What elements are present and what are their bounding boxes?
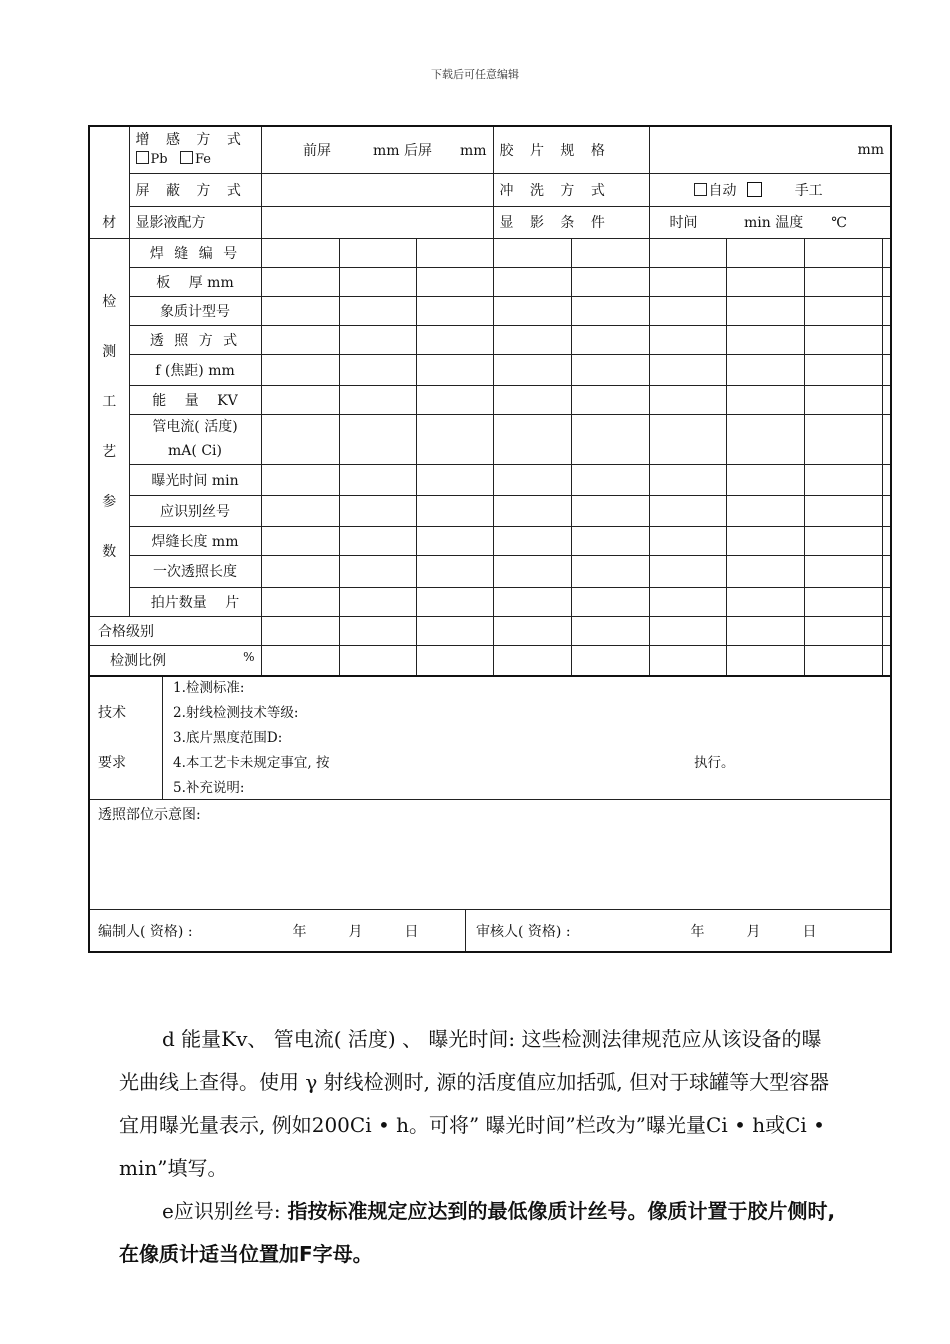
editor-date: 年 月 日 bbox=[292, 923, 419, 940]
exposure-cell[interactable] bbox=[493, 464, 571, 495]
iqi-type-cell[interactable] bbox=[804, 296, 882, 325]
ratio-value-cell[interactable] bbox=[649, 645, 726, 676]
film-count-cell[interactable] bbox=[649, 587, 726, 616]
shot-length-cell[interactable] bbox=[261, 555, 339, 587]
tech-requirements bbox=[89, 676, 891, 800]
row-label-weld-no: 焊 缝 编 号 bbox=[129, 238, 261, 267]
weld-length-cell[interactable] bbox=[339, 526, 416, 555]
row-label-technique: 透 照 方 式 bbox=[129, 325, 261, 354]
thickness-cell[interactable] bbox=[571, 267, 649, 296]
film-spec-label: 胶 片 规 格 bbox=[493, 126, 649, 173]
film-count-cell[interactable] bbox=[416, 587, 493, 616]
paragraph-wire-lead: e应识别丝号: bbox=[162, 1199, 281, 1223]
tech-item: 2.射线检测技术等级: bbox=[173, 704, 299, 721]
iqi-type-cell[interactable] bbox=[493, 296, 571, 325]
iqi-type-cell[interactable] bbox=[726, 296, 804, 325]
current-label-line2: mA( Ci) bbox=[168, 443, 222, 459]
weld-length-cell[interactable] bbox=[649, 526, 726, 555]
diagram-area[interactable] bbox=[89, 800, 891, 910]
energy-cell[interactable] bbox=[804, 385, 882, 414]
energy-cell[interactable] bbox=[571, 385, 649, 414]
weld-length-cell[interactable] bbox=[804, 526, 882, 555]
edge-cell bbox=[882, 645, 891, 676]
wash-value bbox=[649, 173, 891, 206]
wire-cell[interactable] bbox=[493, 495, 571, 526]
film-count-cell[interactable] bbox=[804, 587, 882, 616]
process-side-char: 测 bbox=[102, 344, 117, 360]
shot-length-cell[interactable] bbox=[571, 555, 649, 587]
energy-cell[interactable] bbox=[261, 385, 339, 414]
edge-cell bbox=[882, 354, 891, 385]
energy-cell[interactable] bbox=[726, 385, 804, 414]
intensify-cell bbox=[129, 126, 261, 173]
current-cell[interactable] bbox=[649, 414, 726, 464]
ratio-label: 检测比例 bbox=[110, 653, 166, 670]
shot-length-cell[interactable] bbox=[339, 555, 416, 587]
wash-manual-checkbox[interactable] bbox=[747, 182, 762, 197]
tech-item-4-tail: 执行。 bbox=[694, 754, 735, 771]
ratio-unit: % bbox=[243, 650, 255, 665]
edge-cell bbox=[882, 296, 891, 325]
shot-length-cell[interactable] bbox=[416, 555, 493, 587]
technique-cell[interactable] bbox=[804, 325, 882, 354]
wash-auto-checkbox[interactable] bbox=[694, 183, 707, 196]
technique-cell[interactable] bbox=[649, 325, 726, 354]
qualify-cell[interactable] bbox=[261, 616, 339, 645]
technique-cell[interactable] bbox=[339, 325, 416, 354]
ratio-value-cell[interactable] bbox=[804, 645, 882, 676]
iqi-type-cell[interactable] bbox=[416, 296, 493, 325]
ratio-value-cell[interactable] bbox=[493, 645, 571, 676]
header-note: 下载后可任意编辑 bbox=[431, 68, 519, 81]
weld-length-cell[interactable] bbox=[493, 526, 571, 555]
row-label-weld-length: 焊缝长度 mm bbox=[129, 526, 261, 555]
weld-no-cell[interactable] bbox=[804, 238, 882, 267]
diagram-label: 透照部位示意图: bbox=[98, 807, 201, 823]
film-count-cell[interactable] bbox=[726, 587, 804, 616]
row-label-thickness: 板 厚 mm bbox=[129, 267, 261, 296]
ratio-value-cell[interactable] bbox=[339, 645, 416, 676]
reviewer-label: 审核人( 资格) : bbox=[476, 923, 571, 940]
edge-cell bbox=[882, 616, 891, 645]
current-cell[interactable] bbox=[804, 414, 882, 464]
thickness-cell[interactable] bbox=[726, 267, 804, 296]
wire-cell[interactable] bbox=[804, 495, 882, 526]
row-label-iqi-type: 象质计型号 bbox=[129, 296, 261, 325]
dev-condition-value[interactable]: 时间 min 温度 ℃ bbox=[649, 206, 891, 238]
weld-length-cell[interactable] bbox=[416, 526, 493, 555]
film-count-cell[interactable] bbox=[261, 587, 339, 616]
weld-no-cell[interactable] bbox=[649, 238, 726, 267]
qualify-cell[interactable] bbox=[649, 616, 726, 645]
process-side-char: 参 bbox=[102, 494, 117, 510]
focal-cell[interactable] bbox=[416, 354, 493, 385]
edge-cell bbox=[882, 325, 891, 354]
edge-cell bbox=[882, 464, 891, 495]
edge-cell bbox=[882, 495, 891, 526]
energy-cell[interactable] bbox=[339, 385, 416, 414]
weld-length-cell[interactable] bbox=[261, 526, 339, 555]
row-label-focal: f (焦距) mm bbox=[129, 354, 261, 385]
weld-length-cell[interactable] bbox=[726, 526, 804, 555]
dev-condition-label: 显 影 条 件 bbox=[493, 206, 649, 238]
wire-cell[interactable] bbox=[416, 495, 493, 526]
current-cell[interactable] bbox=[416, 414, 493, 464]
weld-no-cell[interactable] bbox=[261, 238, 339, 267]
weld-no-cell[interactable] bbox=[416, 238, 493, 267]
ratio-value-cell[interactable] bbox=[416, 645, 493, 676]
exposure-cell[interactable] bbox=[804, 464, 882, 495]
technique-cell[interactable] bbox=[571, 325, 649, 354]
edge-cell bbox=[882, 267, 891, 296]
focal-cell[interactable] bbox=[493, 354, 571, 385]
film-count-cell[interactable] bbox=[571, 587, 649, 616]
current-cell[interactable] bbox=[493, 414, 571, 464]
qualify-label: 合格级别 bbox=[89, 616, 261, 645]
paragraph-exposure: d 能量Kv、 管电流( 活度) 、 曝光时间: 这些检测法律规范应从该设备的曝光曲线上查得。使用 γ 射线检测时, 源的活度值应加括弧, 但对于球罐等大型容器宜用曝光量表示, 例如200Ci • h。可将” 曝光时间”栏改为”曝光量Ci • h或Ci • min”填写。 bbox=[119, 1027, 830, 1180]
tech-item: 5.补充说明: bbox=[173, 779, 245, 796]
paragraph-wire bbox=[119, 1190, 839, 1276]
fe-checkbox[interactable] bbox=[180, 151, 193, 164]
tech-label bbox=[90, 677, 163, 799]
tech-item bbox=[173, 751, 890, 776]
exposure-cell[interactable] bbox=[649, 464, 726, 495]
process-side-char: 数 bbox=[102, 544, 117, 560]
edge-cell bbox=[882, 238, 891, 267]
signature-row bbox=[89, 910, 891, 953]
edge-cell bbox=[882, 385, 891, 414]
intensify-label: 增 感 方 式 bbox=[135, 131, 247, 148]
edge-cell bbox=[882, 414, 891, 464]
shot-length-cell[interactable] bbox=[726, 555, 804, 587]
wash-auto-label: 自动 bbox=[708, 182, 737, 199]
ratio-value-cell[interactable] bbox=[571, 645, 649, 676]
thickness-cell[interactable] bbox=[804, 267, 882, 296]
thickness-cell[interactable] bbox=[261, 267, 339, 296]
current-cell[interactable] bbox=[339, 414, 416, 464]
thickness-cell[interactable] bbox=[649, 267, 726, 296]
tech-item: 1.检测标准: bbox=[173, 679, 245, 696]
weld-no-cell[interactable] bbox=[726, 238, 804, 267]
material-side-label: 材 bbox=[89, 126, 129, 238]
technique-cell[interactable] bbox=[726, 325, 804, 354]
process-card-table bbox=[88, 125, 892, 953]
reviewer-block[interactable] bbox=[466, 921, 890, 941]
focal-cell[interactable] bbox=[571, 354, 649, 385]
iqi-type-cell[interactable] bbox=[261, 296, 339, 325]
process-side-label bbox=[89, 238, 129, 616]
wash-manual-label: 手工 bbox=[794, 182, 823, 199]
row-label-energy: 能 量 KV bbox=[129, 385, 261, 414]
current-cell[interactable] bbox=[571, 414, 649, 464]
developer-value[interactable] bbox=[261, 206, 493, 238]
ratio-value-cell[interactable] bbox=[261, 645, 339, 676]
exposure-cell[interactable] bbox=[339, 464, 416, 495]
shield-value[interactable] bbox=[261, 173, 493, 206]
current-cell[interactable] bbox=[261, 414, 339, 464]
wire-cell[interactable] bbox=[261, 495, 339, 526]
process-side-char: 艺 bbox=[102, 444, 117, 460]
row-label-film-count: 拍片数量 片 bbox=[129, 587, 261, 616]
wire-cell[interactable] bbox=[649, 495, 726, 526]
row-label-wire: 应识别丝号 bbox=[129, 495, 261, 526]
pb-label: Pb bbox=[150, 151, 168, 167]
qualify-cell[interactable] bbox=[726, 616, 804, 645]
exposure-cell[interactable] bbox=[261, 464, 339, 495]
focal-cell[interactable] bbox=[339, 354, 416, 385]
focal-cell[interactable] bbox=[726, 354, 804, 385]
wire-cell[interactable] bbox=[571, 495, 649, 526]
tech-label-line1: 技术 bbox=[98, 705, 126, 721]
developer-label: 显影液配方 bbox=[129, 206, 261, 238]
qualify-cell[interactable] bbox=[804, 616, 882, 645]
screen-value[interactable]: 前屏 mm 后屏 mm bbox=[261, 126, 493, 173]
iqi-type-cell[interactable] bbox=[649, 296, 726, 325]
wash-label: 冲 洗 方 式 bbox=[493, 173, 649, 206]
current-cell[interactable] bbox=[726, 414, 804, 464]
paragraph-wire-bold: 指按标准规定应达到的最低像质计丝号。像质计置于胶片侧时, 在像质计适当位置加F字母。 bbox=[119, 1199, 836, 1266]
focal-cell[interactable] bbox=[804, 354, 882, 385]
edge-cell bbox=[882, 587, 891, 616]
weld-no-cell[interactable] bbox=[339, 238, 416, 267]
pb-checkbox[interactable] bbox=[136, 151, 149, 164]
iqi-type-cell[interactable] bbox=[571, 296, 649, 325]
tech-item: 3.底片黑度范围D: bbox=[173, 729, 283, 746]
shot-length-cell[interactable] bbox=[649, 555, 726, 587]
ratio-cell bbox=[89, 645, 261, 676]
energy-cell[interactable] bbox=[416, 385, 493, 414]
tech-item-4: 4.本工艺卡未规定事宜, 按 bbox=[173, 754, 330, 771]
film-count-cell[interactable] bbox=[493, 587, 571, 616]
technique-cell[interactable] bbox=[416, 325, 493, 354]
current-label-line1: 管电流( 活度) bbox=[152, 419, 238, 435]
qualify-cell[interactable] bbox=[493, 616, 571, 645]
process-side-char: 检 bbox=[102, 294, 117, 310]
weld-length-cell[interactable] bbox=[571, 526, 649, 555]
focal-cell[interactable] bbox=[649, 354, 726, 385]
thickness-cell[interactable] bbox=[339, 267, 416, 296]
qualify-cell[interactable] bbox=[416, 616, 493, 645]
energy-cell[interactable] bbox=[493, 385, 571, 414]
ratio-value-cell[interactable] bbox=[726, 645, 804, 676]
editor-label: 编制人( 资格) : bbox=[98, 923, 193, 940]
focal-cell[interactable] bbox=[261, 354, 339, 385]
shot-length-cell[interactable] bbox=[493, 555, 571, 587]
energy-cell[interactable] bbox=[649, 385, 726, 414]
process-side-char: 工 bbox=[102, 394, 117, 410]
body-text bbox=[119, 1018, 839, 1276]
exposure-cell[interactable] bbox=[416, 464, 493, 495]
exposure-cell[interactable] bbox=[726, 464, 804, 495]
thickness-cell[interactable] bbox=[493, 267, 571, 296]
row-label-exposure: 曝光时间 min bbox=[129, 464, 261, 495]
technique-cell[interactable] bbox=[493, 325, 571, 354]
reviewer-date: 年 月 日 bbox=[690, 923, 817, 940]
film-count-cell[interactable] bbox=[339, 587, 416, 616]
shield-label: 屏 蔽 方 式 bbox=[129, 173, 261, 206]
editor-block[interactable] bbox=[90, 910, 466, 951]
thickness-cell[interactable] bbox=[416, 267, 493, 296]
technique-cell[interactable] bbox=[261, 325, 339, 354]
tech-label-line2: 要求 bbox=[98, 755, 126, 771]
qualify-cell[interactable] bbox=[339, 616, 416, 645]
row-label-shot-length: 一次透照长度 bbox=[129, 555, 261, 587]
wire-cell[interactable] bbox=[726, 495, 804, 526]
film-spec-value[interactable]: mm bbox=[649, 126, 891, 173]
weld-no-cell[interactable] bbox=[493, 238, 571, 267]
weld-no-cell[interactable] bbox=[571, 238, 649, 267]
qualify-cell[interactable] bbox=[571, 616, 649, 645]
wire-cell[interactable] bbox=[339, 495, 416, 526]
iqi-type-cell[interactable] bbox=[339, 296, 416, 325]
exposure-cell[interactable] bbox=[571, 464, 649, 495]
edge-cell bbox=[882, 526, 891, 555]
fe-label: Fe bbox=[194, 151, 211, 167]
row-label-current bbox=[129, 414, 261, 464]
shot-length-cell[interactable] bbox=[804, 555, 882, 587]
tech-items bbox=[163, 677, 890, 799]
edge-cell bbox=[882, 555, 891, 587]
